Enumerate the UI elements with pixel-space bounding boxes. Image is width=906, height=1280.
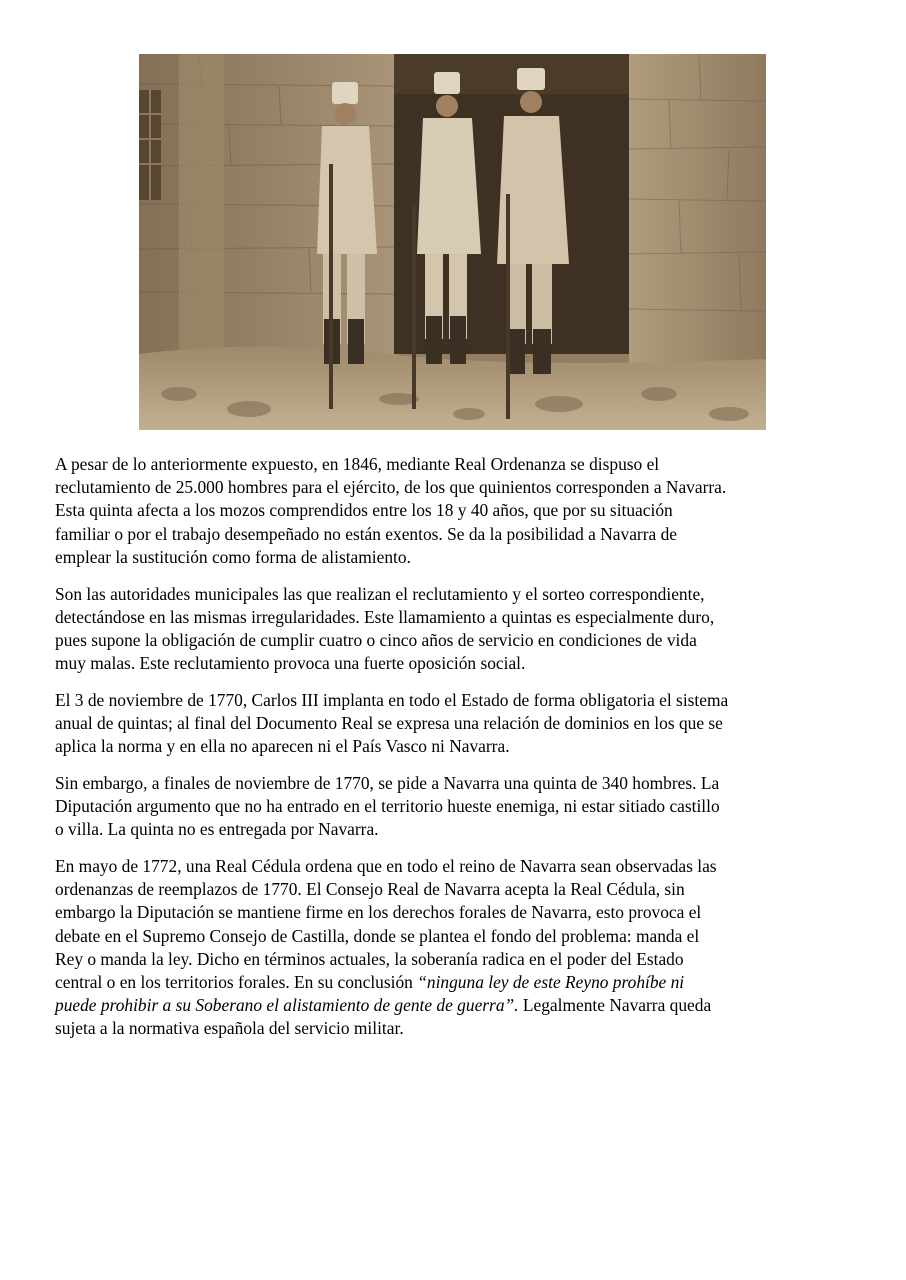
paragraph-4 — [55, 772, 855, 842]
paragraph-line: embargo la Diputación se mantiene firme en los derechos forales de Navarra, esto provoca el — [55, 902, 702, 923]
paragraph-line — [55, 994, 855, 1017]
paragraph-line: pues supone la obligación de cumplir cuatro o cinco años de servicio en condiciones de vida — [55, 629, 697, 650]
line-text: Legalmente Navarra queda — [518, 995, 712, 1016]
paragraph-line: o villa. La quinta no es entregada por Navarra. — [55, 819, 379, 840]
paragraph-line: Rey o manda la ley. Dicho en términos actuales, la soberanía radica en el poder del Estado — [55, 948, 684, 969]
historical-photo — [139, 54, 766, 430]
paragraph-line: Sin embargo, a finales de noviembre de 1770, se pide a Navarra una quinta de 340 hombres. La — [55, 772, 720, 793]
quote-text: “ninguna ley de este Reyno prohíbe ni — [417, 972, 685, 993]
paragraph-line: A pesar de lo anteriormente expuesto, en 1846, mediante Real Ordenanza se dispuso el — [55, 454, 660, 474]
paragraph-line: emplear la sustitución como forma de alistamiento. — [55, 546, 411, 567]
paragraph-line: El 3 de noviembre de 1770, Carlos III implanta en todo el Estado de forma obligatoria el sistema — [55, 689, 729, 710]
paragraph-line: familiar o por el trabajo desempeñado no están exentos. Se da la posibilidad a Navarra de — [55, 523, 677, 544]
paragraph-line: En mayo de 1772, una Real Cédula ordena que en todo el reino de Navarra sean observadas las — [55, 856, 717, 877]
paragraph-line — [55, 971, 855, 994]
paragraph-line: muy malas. Este reclutamiento provoca una fuerte oposición social. — [55, 653, 526, 674]
article-body — [55, 453, 855, 1054]
paragraph-line: Esta quinta afecta a los mozos comprendidos entre los 18 y 40 años, que por su situación — [55, 500, 673, 521]
paragraph-line: aplica la norma y en ella no aparecen ni el País Vasco ni Navarra. — [55, 736, 510, 757]
paragraph-line: sujeta a la normativa española del servicio militar. — [55, 1018, 404, 1039]
line-text: central o en los territorios forales. En su conclusión — [55, 972, 418, 993]
quote-text: puede prohibir a su Soberano el alistamiento de gente de guerra”. — [55, 995, 519, 1016]
paragraph-5 — [55, 855, 855, 1041]
paragraph-line: reclutamiento de 25.000 hombres para el ejército, de los que quinientos corresponden a Navarra. — [55, 477, 727, 498]
soldiers-photo-icon — [139, 54, 766, 430]
paragraph-line: ordenanzas de reemplazos de 1770. El Consejo Real de Navarra acepta la Real Cédula, sin — [55, 879, 685, 900]
paragraph-line: detectándose en las mismas irregularidades. Este llamamiento a quintas es especialmente duro, — [55, 606, 715, 627]
paragraph-line: Son las autoridades municipales las que realizan el reclutamiento y el sorteo correspondiente, — [55, 583, 705, 604]
paragraph-line: Diputación argumento que no ha entrado en el territorio hueste enemiga, ni estar sitiado castillo — [55, 796, 720, 817]
paragraph-1 — [55, 453, 855, 569]
paragraph-line: anual de quintas; al final del Documento Real se expresa una relación de dominios en los que se — [55, 713, 723, 734]
paragraph-line: debate en el Supremo Consejo de Castilla, donde se plantea el fondo del problema: manda el — [55, 925, 700, 946]
paragraph-3 — [55, 689, 855, 759]
paragraph-2 — [55, 583, 855, 676]
